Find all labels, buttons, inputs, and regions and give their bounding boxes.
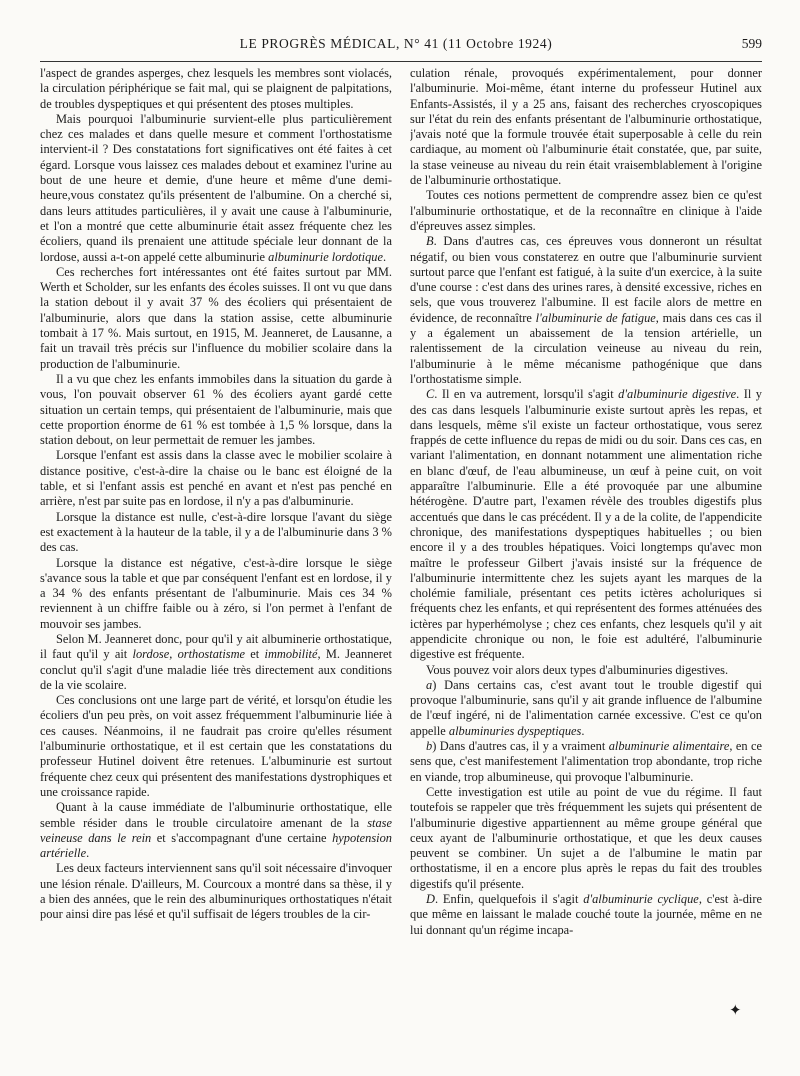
- italic-text: stase veineuse dans le rein: [40, 815, 392, 845]
- running-header: [40, 36, 762, 58]
- italic-text: albuminurie lordotique: [268, 249, 383, 264]
- italic-text: albuminuries dyspeptiques: [448, 723, 582, 738]
- paragraph: [40, 265, 392, 372]
- paragraph: [40, 372, 392, 448]
- text-run: , mais dans ces cas il y a également un abaissement de la tension artérielle, un ralentissement de la circulation veineuse au niveau du rein, l'albuminurie à le même mécanisme pathogénique que dans l'orthostatisme simple.: [410, 310, 762, 386]
- journal-title: LE PROGRÈS MÉDICAL, N° 41 (11 Octobre 1924): [239, 36, 553, 51]
- left-column: [40, 66, 392, 1032]
- italic-text: d'albuminurie digestive: [618, 387, 737, 402]
- paragraph: [40, 693, 392, 800]
- italic-text: d'albuminurie cyclique: [583, 892, 699, 907]
- paragraph: [410, 678, 762, 739]
- paragraph: [40, 800, 392, 861]
- text-run: Les deux facteurs interviennent sans qu'il soit nécessaire d'invoquer une lésion rénale. D'ailleurs, M. Courcoux a montré dans sa thèse, il y a bien des années, que le rein des albuminuriques orthostatiques n'était pour ainsi dire pas lésé et qu'il suffisait de légers troubles de la cir-: [40, 861, 392, 922]
- text-run: .: [382, 249, 387, 264]
- text-run: Lorsque l'enfant est assis dans la classe avec le mobilier scolaire à distance positive, c'est-à-dire la chaise ou le banc est éloigné de la table, et si l'enfant assis est penché en avant et n'est pas penché en arrière, n'est par suite pas en lordose, il n'y a pas d'albuminurie.: [40, 448, 392, 509]
- paragraph: [410, 234, 762, 387]
- paragraph: [40, 556, 392, 632]
- paragraph: [40, 112, 392, 265]
- paragraph: [410, 785, 762, 892]
- text-run: Toutes ces notions permettent de comprendre assez bien ce qu'est l'albuminurie orthostatique, et de la reconnaître en clinique à l'aide d'épreuves assez simples.: [410, 188, 762, 233]
- text-run: .: [581, 723, 585, 738]
- text-run: , c'est à-dire que même en laissant le malade couché toute la journée, même en ne lui donnant qu'un régime incapa-: [410, 892, 762, 937]
- italic-text: D: [426, 892, 435, 907]
- text-run: Cette investigation est utile au point de vue du régime. Il faut toutefois se rappeler que très fréquemment les sujets qui présentent de l'albuminurie digestive appartiennent au même groupe général que ceux ayant de l'albuminurie orthostatique, et que les deux causes peuvent se combiner. Un sujet a de l'albumine le matin par orthostatisme, il en a encore plus après le repas du fait des troubles digestifs qu'il présente.: [410, 784, 762, 891]
- text-run: . Il en va autrement, lorsqu'il s'agit: [434, 387, 619, 402]
- text-run: Il a vu que chez les enfants immobiles dans la situation du garde à vous, l'on pouvait observer 61 % des écoliers ayant gardé cette situation un certain temps, qui présentaient de l'albuminurie, mais que cette proportion énorme de 61 % est tombée à 1,5 % lorsque, dans la station debout, on leur permettait de remuer les jambes.: [40, 371, 392, 448]
- text-run: Vous pouvez voir alors deux types d'albuminuries digestives.: [426, 662, 729, 677]
- text-run: ) Dans certains cas, c'est avant tout le trouble digestif qui provoque l'albuminurie, sans qu'il y ait grande influence de l'albumine de l'œuf ingéré, ni de l'alimentation carnée excessive. C'est ce qu'on appelle: [410, 677, 762, 738]
- paragraph: [40, 448, 392, 509]
- text-run: , en ce sens que, c'est manifestement l'alimentation trop abondante, trop riche en viande, trop albumineuse, qui provoque l'albuminurie.: [410, 739, 762, 784]
- paragraph: [410, 66, 762, 188]
- paragraph: [40, 632, 392, 693]
- article-body: [40, 66, 762, 1032]
- text-run: Selon M. Jeanneret donc, pour qu'il y ait albuminerie orthostatique, il faut qu'il y ait: [40, 631, 392, 662]
- italic-text: C: [426, 387, 435, 402]
- italic-text: b: [426, 739, 433, 754]
- text-run: Lorsque la distance est nulle, c'est-à-dire lorsque l'avant du siège est exactement à la hauteur de la table, il y a de l'albuminurie dans 3 % des cas.: [40, 509, 392, 555]
- paragraph: [410, 663, 762, 678]
- text-run: ) Dans d'autres cas, il y a vraiment: [432, 739, 609, 754]
- text-run: Ces recherches fort intéressantes ont été faites surtout par MM. Werth et Scholder, sur les enfants des écoles suisses. Il ont vu que dans la station debout il y avait 37 % des écoliers qui présentaient de l'albuminurie, alors que dans la station assise, cette albuminurie tombait à 17 %. Mais surtout, en 1915, M. Jeanneret, de Lausanne, a fait un travail très précis sur l'influence du mobilier scolaire dans la production de l'albuminurie.: [40, 264, 392, 371]
- header-rule: [40, 61, 762, 62]
- italic-text: albuminurie alimentaire: [608, 739, 730, 754]
- text-run: culation rénale, provoqués expérimentalement, pour donner l'albuminurie. Moi-même, étant interne du professeur Hutinel aux Enfants-Assistés, il y a 25 ans, faisant des recherches cryoscopiques sur l'état du rein des enfants présentant de l'albuminurie orthostatique, j'avais noté que la formule trouvée était superposable à celle du rein cardiaque, au moment où l'albuminurie était constatée, que, par suite, la stase veineuse au niveau du rein était vraisemblablement à l'origine de l'albuminurie orthostatique.: [410, 66, 762, 188]
- italic-text: hypotension artérielle: [40, 830, 392, 861]
- paragraph: [40, 66, 392, 112]
- text-run: .: [86, 846, 90, 861]
- paragraph: [40, 861, 392, 922]
- page-number: 599: [741, 36, 762, 51]
- italic-text: lordose, orthostatisme: [132, 647, 246, 662]
- text-run: Ces conclusions ont une large part de vérité, et lorsqu'on étudie les écoliers d'un peu près, on voit assez fréquemment l'albuminurie liée à ces causes. Néanmoins, il ne faudrait pas croire qu'elles résument l'albuminurie orthostatique, et il est certain que les constatations du professeur Hutinel doivent être retenues. L'albuminurie est surtout fréquente chez ceux qui présentent des manifestations dystrophiques et une croissance rapide.: [40, 693, 392, 799]
- right-column: [410, 66, 762, 1032]
- paragraph: [410, 892, 762, 938]
- italic-text: l'albuminurie de fatigue: [535, 310, 656, 325]
- text-run: Mais pourquoi l'albuminurie survient-elle plus particulièrement chez ces malades et dans quelle mesure et comment l'orthostatisme intervient-il ? Des constatations fort significatives ont été faites à cet égard. Lorsque vous laissez ces malades debout et examinez l'urine au bout de une heure et demie, d'une heure et même d'une demi-heure,vous constatez qu'ils présentent de l'albumine. On a cherché si, dans leurs attitudes particulières, il y avait une cause à l'albuminurie, et l'on a montré que cette albuminurie était assez fréquente chez les écoliers, quand ils prenaient une attitude spéciale leur donnant de la lordose, aussi a-t-on appelé cette albuminurie: [40, 111, 392, 264]
- text-run: . Enfin, quelquefois il s'agit: [434, 892, 584, 907]
- paragraph: [40, 510, 392, 556]
- paragraph: [410, 188, 762, 234]
- italic-text: a: [426, 677, 433, 692]
- text-run: Lorsque la distance est négative, c'est-à-dire lorsque le siège s'avance sous la table et que par conséquent l'enfant est en lordose, il y a 34 % des enfants présentant de l'albuminurie. Mais ces 34 % reviennent à un chiffre faible ou à zéro, si l'on permet à l'enfant de mouvoir ses jambes.: [40, 555, 392, 631]
- ornament-icon: ✦: [729, 1003, 742, 1019]
- text-run: l'aspect de grandes asperges, chez lesquels les membres sont violacés, la circulation périphérique se fait mal, qui se plaignent de palpitations, de troubles dyspeptiques et qui présentent des ptoses multiples.: [40, 66, 392, 111]
- text-run: et s'accompagnant d'une certaine: [151, 830, 333, 845]
- text-run: . Dans d'autres cas, ces épreuves vous donneront un résultat négatif, ou bien vous constaterez en outre que l'albuminurie survient surtout parce que l'enfant est fatigué, à la suite d'un exercice, à la suite d'une course : c'est dans des urines rares, à densité excessive, riches en sels, que vous trouverez l'albumine. Il est facile alors de mettre en évidence, de reconnaître: [410, 234, 762, 325]
- paragraph: [410, 739, 762, 785]
- text-run: , M. Jeanneret conclut qu'il s'agit d'une maladie liée très directement aux conditions de la vie scolaire.: [40, 647, 392, 692]
- text-run: . Il y des cas dans lesquels l'albuminurie existe surtout après les repas, et dans lesquels, même s'il existe un facteur orthostatique, vous serez frappés de cette influence du repas de midi ou du soir. Dans ces cas, en variant l'alimentation, en donnant notamment une alimentation riche en blanc d'œuf, de l'eau albumineuse, un œuf à peine cuit, on voit apparaître l'albuminurie. Elle a été provoquée par une albumine hétérogène. D'autre part, l'examen révèle des troubles digestifs plus accentués que dans le cas précédent. Il y a de la colite, de l'appendicite chronique, des manifestations dyspeptiques habituelles ; ou bien encore il y a des troubles hépatiques. Voici longtemps qu'avec mon maître le professeur Gilbert j'avais insisté sur la fréquence de l'albuminurie intermittente chez les sujets ayant les marques de la cholémie familiale, présentant ces petits ictères acholuriques si fréquents chez les enfants, et qui représentent des formes atténuées des ictères par hyperhémolyse ; chez ces enfants, chez lesquels qu'il y ait appendicite chronique ou non, le foie est adultéré, l'albuminurie digestive est fréquente.: [410, 387, 762, 662]
- text-run: Quant à la cause immédiate de l'albuminurie orthostatique, elle semble résider dans le trouble circulatoire amenant de la: [40, 800, 392, 830]
- paragraph: [410, 387, 762, 662]
- italic-text: immobilité: [264, 647, 318, 662]
- text-run: et: [245, 647, 265, 662]
- italic-text: B: [426, 234, 434, 249]
